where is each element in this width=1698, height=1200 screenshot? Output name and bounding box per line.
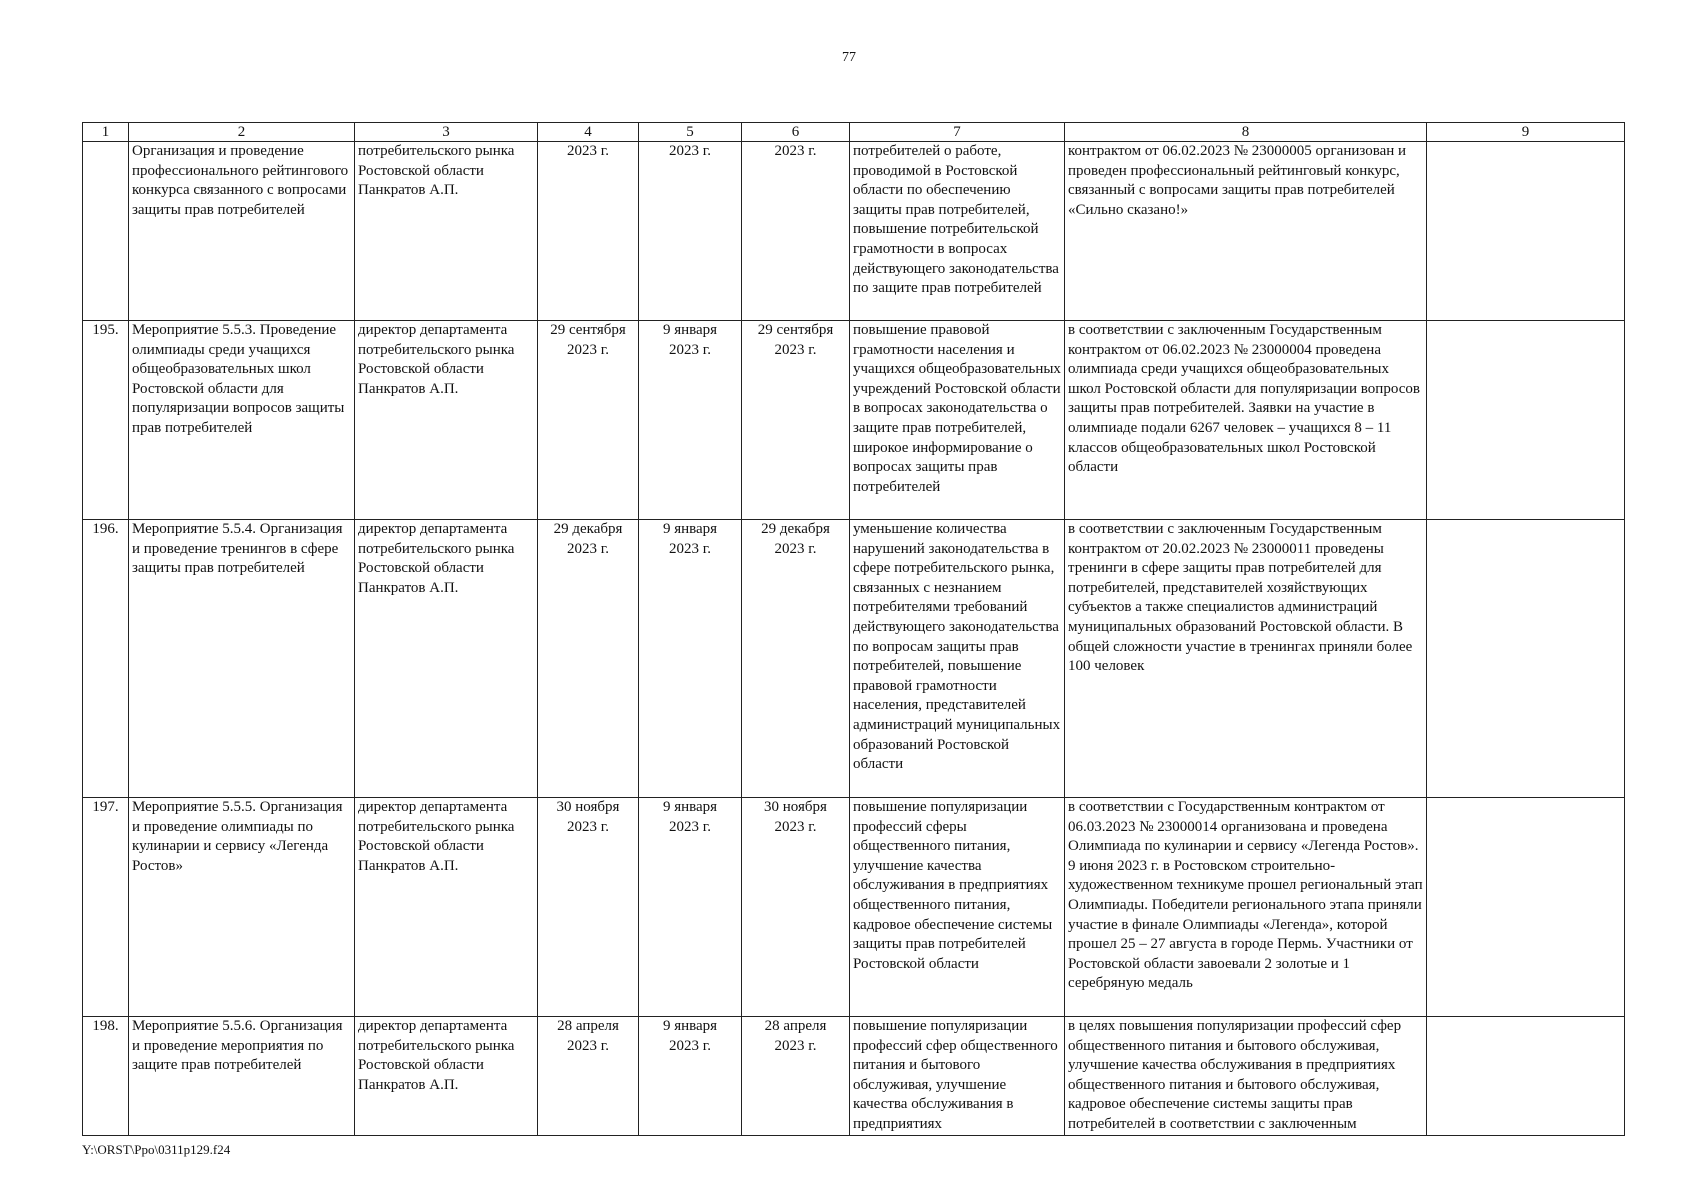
activity-title: Мероприятие 5.5.6. Организация и проведение мероприятия по защите прав потребителей — [129, 1017, 355, 1136]
header-cell-4: 4 — [538, 123, 639, 142]
file-path-footer: Y:\ORST\Ppo\0311p129.f24 — [82, 1142, 231, 1157]
fact-date: 2023 г. — [742, 142, 850, 321]
plan-date: 28 апреля 2023 г. — [538, 1017, 639, 1136]
note — [1427, 520, 1625, 798]
fact-date: 28 апреля 2023 г. — [742, 1017, 850, 1136]
start-date: 9 января 2023 г. — [639, 798, 742, 1017]
table-row — [83, 1017, 1625, 1136]
start-date: 9 января 2023 г. — [639, 1017, 742, 1136]
activity-title: Мероприятие 5.5.5. Организация и проведение олимпиады по кулинарии и сервису «Легенда Ростов» — [129, 798, 355, 1017]
table-row — [83, 321, 1625, 520]
responsible-person: директор департамента потребительского рынка Ростовской области Панкратов А.П. — [355, 798, 538, 1017]
header-cell-1: 1 — [83, 123, 129, 142]
table-row — [83, 520, 1625, 798]
header-cell-5: 5 — [639, 123, 742, 142]
expected-result: повышение популяризации профессий сфер общественного питания и бытового обслуживая, улучшение качества обслуживания в предприятиях — [850, 1017, 1065, 1136]
report-table — [82, 122, 1625, 1136]
row-number: 196. — [83, 520, 129, 798]
header-row — [83, 123, 1625, 142]
row-number: 195. — [83, 321, 129, 520]
header-cell-7: 7 — [850, 123, 1065, 142]
expected-result: уменьшение количества нарушений законодательства в сфере потребительского рынка, связанных с незнанием потребителями требований действующего законодательства по вопросам защиты прав потребителей, повышение правовой грамотности населения, представителей администраций муниципальных образований Ростовской области — [850, 520, 1065, 798]
responsible-person: директор департамента потребительского рынка Ростовской области Панкратов А.П. — [355, 321, 538, 520]
header-cell-6: 6 — [742, 123, 850, 142]
table-row — [83, 142, 1625, 321]
row-number: 198. — [83, 1017, 129, 1136]
expected-result: повышение популяризации профессий сферы общественного питания, улучшение качества обслуживания в предприятиях общественного питания, кадровое обеспечение системы защиты прав потребителей Ростовской области — [850, 798, 1065, 1017]
actual-result: контрактом от 06.02.2023 № 23000005 организован и проведен профессиональный рейтинговый конкурс, связанный с вопросами защиты прав потребителей «Сильно сказано!» — [1065, 142, 1427, 321]
responsible-person: директор департамента потребительского рынка Ростовской области Панкратов А.П. — [355, 520, 538, 798]
start-date: 2023 г. — [639, 142, 742, 321]
responsible-person: потребительского рынка Ростовской области Панкратов А.П. — [355, 142, 538, 321]
actual-result: в целях повышения популяризации профессий сфер общественного питания и бытового обслуживая, улучшение качества обслуживания в предприятиях общественного питания и бытового обслуживая, кадровое обеспечение системы защиты прав потребителей в соответствии с заключенным — [1065, 1017, 1427, 1136]
start-date: 9 января 2023 г. — [639, 321, 742, 520]
plan-date: 29 сентября 2023 г. — [538, 321, 639, 520]
row-number: 197. — [83, 798, 129, 1017]
plan-date: 30 ноября 2023 г. — [538, 798, 639, 1017]
page-number: 77 — [842, 50, 856, 65]
activity-title: Организация и проведение профессионального рейтингового конкурса связанного с вопросами защиты прав потребителей — [129, 142, 355, 321]
table-row — [83, 798, 1625, 1017]
expected-result: потребителей о работе, проводимой в Ростовской области по обеспечению защиты прав потребителей, повышение потребительской грамотности в вопросах действующего законодательства по защите прав потребителей — [850, 142, 1065, 321]
header-cell-8: 8 — [1065, 123, 1427, 142]
activity-title: Мероприятие 5.5.3. Проведение олимпиады среди учащихся общеобразовательных школ Ростовской области для популяризации вопросов защиты прав потребителей — [129, 321, 355, 520]
responsible-person: директор департамента потребительского рынка Ростовской области Панкратов А.П. — [355, 1017, 538, 1136]
note — [1427, 798, 1625, 1017]
note — [1427, 1017, 1625, 1136]
row-number — [83, 142, 129, 321]
actual-result: в соответствии с заключенным Государственным контрактом от 20.02.2023 № 23000011 проведены тренинги в сфере защиты прав потребителей для потребителей, представителей хозяйствующих субъектов а также специалистов администраций муниципальных образований Ростовской области. В общей сложности участие в тренингах приняли более 100 человек — [1065, 520, 1427, 798]
plan-date: 2023 г. — [538, 142, 639, 321]
actual-result: в соответствии с Государственным контрактом от 06.03.2023 № 23000014 организована и проведена Олимпиада по кулинарии и сервису «Легенда Ростов». 9 июня 2023 г. в Ростовском строительно-художественном техникуме прошел региональный этап Олимпиады. Победители регионального этапа приняли участие в финале Олимпиады «Легенда», которой прошел 25 – 27 августа в городе Пермь. Участники от Ростовской области завоевали 2 золотые и 1 серебряную медаль — [1065, 798, 1427, 1017]
fact-date: 29 декабря 2023 г. — [742, 520, 850, 798]
fact-date: 30 ноября 2023 г. — [742, 798, 850, 1017]
note — [1427, 321, 1625, 520]
header-cell-3: 3 — [355, 123, 538, 142]
header-cell-2: 2 — [129, 123, 355, 142]
start-date: 9 января 2023 г. — [639, 520, 742, 798]
header-cell-9: 9 — [1427, 123, 1625, 142]
expected-result: повышение правовой грамотности населения и учащихся общеобразовательных учреждений Ростовской области в вопросах законодательства о защите прав потребителей, широкое информирование о вопросах защиты прав потребителей — [850, 321, 1065, 520]
plan-date: 29 декабря 2023 г. — [538, 520, 639, 798]
actual-result: в соответствии с заключенным Государственным контрактом от 06.02.2023 № 23000004 проведена олимпиада среди учащихся общеобразовательных школ Ростовской области для популяризации вопросов защиты прав потребителей. Заявки на участие в олимпиаде подали 6267 человек – учащихся 8 – 11 классов общеобразовательных школ Ростовской области — [1065, 321, 1427, 520]
note — [1427, 142, 1625, 321]
activity-title: Мероприятие 5.5.4. Организация и проведение тренингов в сфере защиты прав потребителей — [129, 520, 355, 798]
fact-date: 29 сентября 2023 г. — [742, 321, 850, 520]
